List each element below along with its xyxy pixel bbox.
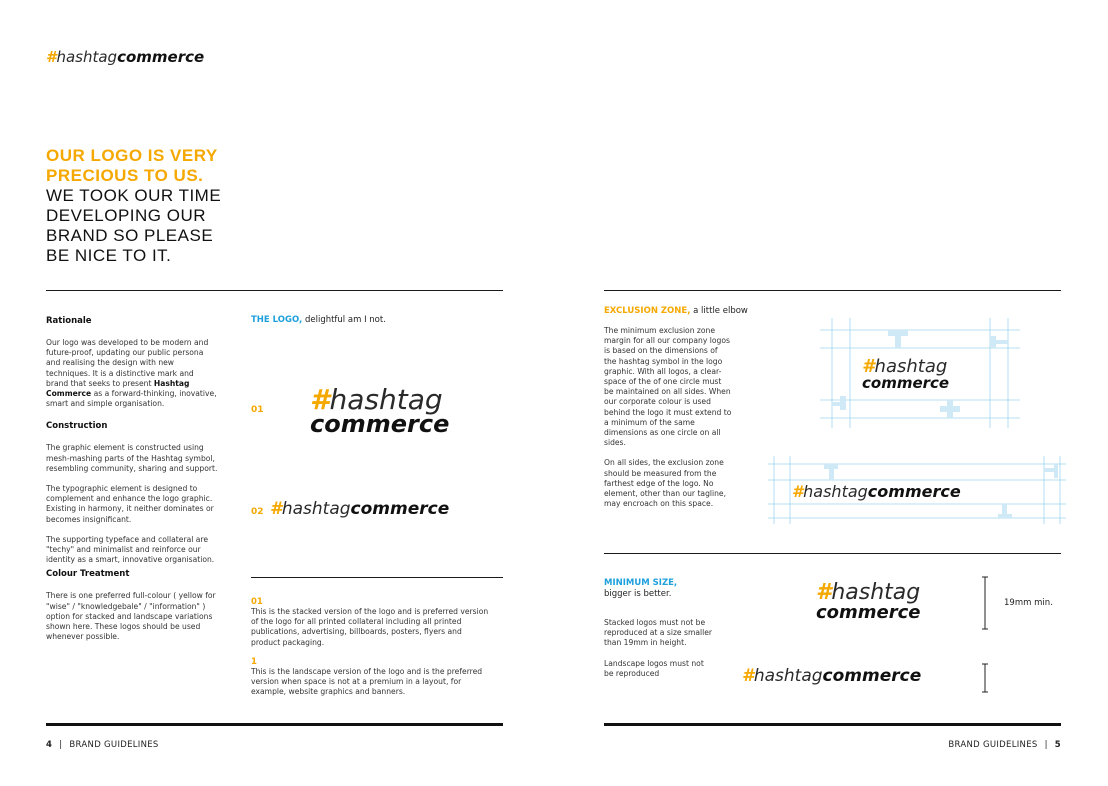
stacked-logo-commerce: commerce: [310, 410, 450, 438]
headline-line-1: OUR LOGO IS VERY: [46, 146, 218, 165]
stacked-logo-hash: #: [310, 383, 330, 416]
note-1-number: 01: [251, 597, 263, 607]
minimum-stacked-logo: #hashtag commerce: [816, 580, 921, 623]
construction-paragraph-2: The typographic element is designed to complement and enhance the logo graphic. Existing in harmony, it neither dominates or becomes insignificant.: [46, 484, 214, 524]
logo-word-hashtag: hashtag: [56, 48, 118, 66]
measure-label: 19mm min.: [1004, 598, 1053, 608]
landscape-logo-hashtag: hashtag: [281, 499, 351, 519]
minimum-paragraph-1: Stacked logos must not be reproduced at a size smaller than 19mm in height.: [604, 618, 713, 648]
right-divider-middle: [604, 553, 1061, 554]
rationale-text: Our logo was developed to be modern and future-proof, updating our public persona and realising the design with new techniques. It is a distinctive mark and brand that seeks to present Hashtag Commerce as a forward-thinking, inovative, smart and simple organisation.: [46, 338, 217, 409]
right-footer-title: BRAND GUIDELINES: [948, 740, 1038, 750]
landscape-logo: [270, 501, 449, 518]
logo-section-label: THE LOGO, delightful am I not.: [251, 315, 386, 325]
colour-text: There is one preferred full-colour ( yellow for "wise" / "knowledgebale" / "information" ) option for stacked and landscape variations shown here. These logos should be used whenever possible.: [46, 591, 216, 642]
logo-hash: #: [46, 48, 57, 66]
note-2-number: 1: [251, 656, 257, 667]
measure-bar-landscape: [980, 664, 990, 694]
measure-bar-stacked: [980, 577, 990, 631]
headline-line-6: BE NICE TO IT.: [46, 246, 172, 265]
minimum-size-sublabel: bigger is better.: [604, 589, 672, 599]
logo-number-02: 02: [251, 507, 264, 517]
logo-word-commerce: commerce: [117, 48, 205, 66]
construction-title: Construction: [46, 421, 108, 432]
logo-notes: [251, 598, 491, 697]
headline-line-4: DEVELOPING OUR: [46, 206, 207, 225]
page-headline: [46, 146, 221, 266]
rationale-brand: Hashtag Commerce: [46, 378, 190, 399]
note-1-text: This is the stacked version of the logo and is preferred version of the logo for all printed collateral including all printed publications, advertising, billboards, posters, flyers and product packaging.: [251, 607, 489, 647]
exclusion-stacked-logo: #hashtag commerce: [862, 356, 950, 392]
right-page-number: 5: [1054, 740, 1061, 750]
landscape-logo-hash: #: [270, 499, 282, 519]
left-footer-rule: [46, 723, 503, 726]
exclusion-landscape-logo: #hashtagcommerce: [792, 482, 961, 501]
logo-notes-divider: [251, 577, 503, 578]
left-footer: 4 | BRAND GUIDELINES: [46, 740, 159, 750]
construction-text: [46, 443, 218, 565]
right-footer-rule: [604, 723, 1061, 726]
note-2-text: This is the landscape version of the logo and is the preferred version when space is not at a premium in a layout, for example, website graphics and banners.: [251, 666, 483, 697]
stacked-logo: [310, 383, 490, 438]
headline-line-3: WE TOOK OUR TIME: [46, 186, 222, 205]
logo-number-01: 01: [251, 405, 264, 415]
minimum-paragraph-2: Landscape logos must not be reproduced: [604, 658, 704, 678]
right-divider-top: [604, 290, 1061, 291]
left-text-column: [46, 316, 218, 642]
header-logo: [46, 50, 204, 65]
landscape-logo-commerce: commerce: [350, 499, 450, 519]
exclusion-zone-label: EXCLUSION ZONE, a little elbow: [604, 306, 748, 316]
stacked-logo-hashtag: hashtag: [329, 383, 443, 416]
construction-paragraph-3: The supporting typeface and collateral are "techy" and minimalist and reinforce our identity as a smart, innovative organisation.: [46, 534, 215, 565]
colour-title: Colour Treatment: [46, 569, 130, 580]
left-divider-top: [46, 290, 503, 291]
exclusion-paragraph-2: On all sides, the exclusion zone should be measured from the farthest edge of the logo. No element, other than our tagline, may encroach on this space.: [604, 458, 727, 509]
rationale-title: Rationale: [46, 316, 92, 326]
left-footer-title: BRAND GUIDELINES: [69, 740, 159, 750]
headline-line-2: PRECIOUS TO US.: [46, 166, 204, 185]
minimum-size-label: MINIMUM SIZE,: [604, 578, 678, 588]
headline-line-5: BRAND SO PLEASE: [46, 226, 214, 245]
construction-paragraph-1: The graphic element is constructed using mesh-mashing parts of the Hashtag symbol, resembling community, sharing and support.: [46, 443, 218, 473]
exclusion-text: [604, 326, 732, 519]
exclusion-paragraph-1: The minimum exclusion zone margin for all our company logos is based on the dimensions of the hashtag symbol in the logo graphic. With all logos, a clear-space of the of one circle must be maintained on all sides. When our corporate colour is used behind the logo it must extend to a minimum of the same dimensions as one circle on all sides.: [604, 326, 732, 448]
minimum-size-text: [604, 618, 714, 689]
left-page-number: 4: [46, 740, 53, 750]
right-footer: BRAND GUIDELINES | 5: [948, 740, 1061, 750]
minimum-landscape-logo: #hashtagcommerce: [742, 666, 922, 686]
